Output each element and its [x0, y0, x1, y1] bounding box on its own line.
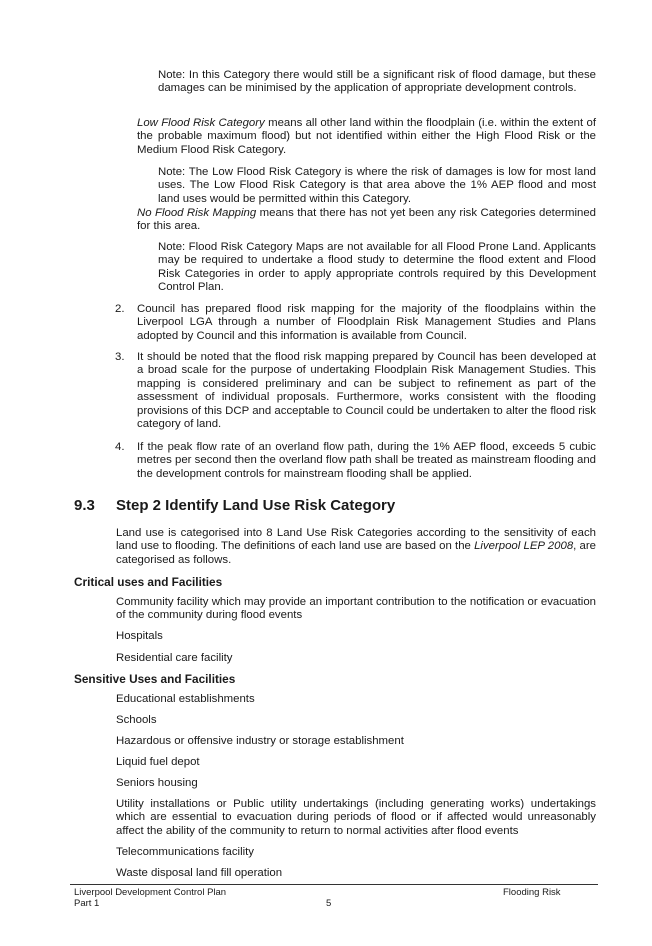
intro-text-a: Land use is categorised into 8 Land Use Risk Categories according to the sensitivity of each land use to flooding. The definitions of each land use are based on the	[116, 527, 596, 553]
land-use-item: Schools	[116, 714, 157, 726]
list-number: 4.	[115, 441, 125, 453]
footer-page-number: 5	[326, 898, 332, 909]
land-use-item: Utility installations or Public utility undertakings (including generating works) undertakings which are essential to evacuation during periods of flood or if affected would unreasonably affect the ability of the community to return to normal activities after flood events	[116, 798, 596, 837]
list-item-2: Council has prepared flood risk mapping for the majority of the floodplains within the Liverpool LGA through a number of Floodplain Risk Management Studies and Plans adopted by Council and this information is available from Council.	[137, 303, 596, 342]
section-number: 9.3	[74, 497, 95, 514]
term-no-flood-risk-mapping: No Flood Risk Mapping	[137, 207, 257, 219]
land-use-item: Liquid fuel depot	[116, 756, 200, 768]
term-low-flood-risk: Low Flood Risk Category	[137, 117, 265, 129]
list-number: 2.	[115, 303, 125, 315]
footer-chapter: Flooding Risk	[503, 887, 561, 898]
footer-document-title: Liverpool Development Control Plan	[74, 887, 227, 898]
land-use-item: Educational establishments	[116, 693, 255, 705]
intro-text-b: , are categorised as follows.	[116, 540, 596, 566]
subheading-sensitive-uses: Sensitive Uses and Facilities	[74, 672, 236, 686]
footer-part: Part 1	[74, 898, 100, 909]
note-low-risk: Note: The Low Flood Risk Category is where the risk of damages is low for most land uses. The Low Flood Risk Category is that area above the 1% AEP flood and most land uses would be permitted within this Category.	[158, 166, 596, 205]
intro-lep-reference: Liverpool LEP 2008	[474, 540, 574, 553]
definition-low-text: means all other land within the floodplain (i.e. within the extent of the probable maximum flood) but not identified within either the High Flood Risk or the Medium Flood Risk Category.	[137, 117, 596, 156]
list-item-4: If the peak flow rate of an overland flow path, during the 1% AEP flood, exceeds 5 cubic metres per second then the overland flow path shall be treated as mainstream flooding and the development controls for mainstream flooding shall be applied.	[137, 441, 596, 480]
land-use-item: Telecommunications facility	[116, 846, 255, 858]
definition-no-mapping	[137, 207, 596, 234]
land-use-item: Waste disposal land fill operation	[116, 867, 283, 879]
land-use-item: Community facility which may provide an important contribution to the notification or evacuation of the community during flood events	[116, 596, 596, 622]
section-intro	[116, 527, 596, 567]
land-use-item: Hospitals	[116, 630, 163, 642]
note-medium-risk: Note: In this Category there would still be a significant risk of flood damage, but these damages can be minimised by the application of appropriate development controls.	[158, 69, 596, 95]
definition-none-text: means that there has not yet been any risk Categories determined for this area.	[137, 207, 596, 233]
subheading-critical-uses: Critical uses and Facilities	[74, 575, 223, 589]
note-maps-availability: Note: Flood Risk Category Maps are not available for all Flood Prone Land. Applicants may be required to undertake a flood study to determine the flood extent and Flood Risk Categories in order to apply appropriate controls required by this Development Control Plan.	[158, 241, 596, 294]
list-item-3: It should be noted that the flood risk mapping prepared by Council has been developed at a broad scale for the purpose of undertaking Floodplain Risk Management Studies. This mapping is considered preliminary and can be subject to refinement as part of the assessment of individual proposals. Furthermore, works consistent with the flooding provisions of this DCP and acceptable to Council could be undertaken to alter the flood risk category of land.	[137, 351, 596, 431]
land-use-item: Hazardous or offensive industry or storage establishment	[116, 735, 404, 747]
land-use-item: Residential care facility	[116, 652, 233, 664]
definition-low-flood-risk	[137, 117, 596, 157]
land-use-item: Seniors housing	[116, 777, 198, 789]
section-title: Step 2 Identify Land Use Risk Category	[116, 497, 396, 514]
list-number: 3.	[115, 351, 125, 363]
footer-divider	[70, 884, 598, 885]
